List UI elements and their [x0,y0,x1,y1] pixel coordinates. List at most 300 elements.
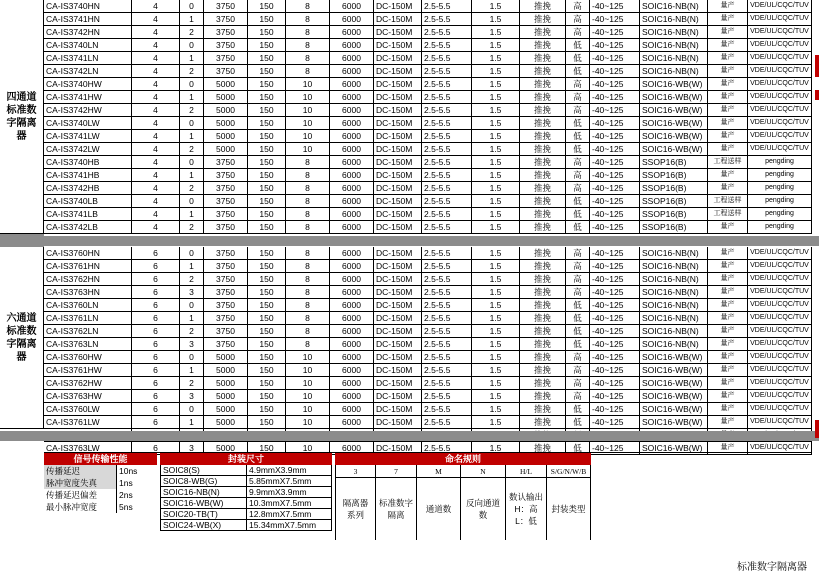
table-cell: 150 [248,377,286,390]
table-cell: VDE/UL/CQC/TUV [748,117,812,130]
table-cell: 4 [132,39,180,52]
table-cell: 8 [286,338,330,351]
table-cell: 6 [132,260,180,273]
table-cell: 150 [248,13,286,26]
table-cell: 推挽 [520,442,566,455]
table-cell: -40~125 [590,416,640,429]
table-row [0,286,812,299]
table-cell: 高 [566,0,590,13]
table-cell: 1.5 [472,325,520,338]
table-cell: 0 [180,117,204,130]
table-cell: 5000 [204,416,248,429]
table-cell: VDE/UL/CQC/TUV [748,312,812,325]
table-cell: 6000 [330,351,374,364]
table-cell: 6000 [330,312,374,325]
table-cell: DC-150M [374,91,422,104]
table-cell: 6 [132,247,180,260]
table-cell: DC-150M [374,65,422,78]
table-cell: 3 [180,338,204,351]
table-row [0,338,812,351]
table-row [0,377,812,390]
table-row [0,65,812,78]
table-cell: CA-IS3742HB [44,182,132,195]
table-cell: 高 [566,13,590,26]
table-cell: 150 [248,247,286,260]
table-cell: 4 [132,169,180,182]
table-cell: 2.5-5.5 [422,169,472,182]
table-cell: 2.5-5.5 [422,286,472,299]
table-cell: 量产 [708,169,748,182]
table-cell: 6000 [330,182,374,195]
table-cell: 1 [180,260,204,273]
table-cell: 3750 [204,299,248,312]
table-cell: 4 [132,13,180,26]
table-row [0,78,812,91]
table-cell: VDE/UL/CQC/TUV [748,299,812,312]
table-cell: 5000 [204,78,248,91]
table-cell: 低 [566,39,590,52]
table-cell: 5000 [204,390,248,403]
table-cell: 2.5-5.5 [422,143,472,156]
table-cell: SSOP16(B) [640,221,708,234]
table-cell: pengding [748,208,812,221]
table-cell: CA-IS3740HB [44,156,132,169]
table-cell: 150 [248,130,286,143]
table-cell: 150 [248,442,286,455]
table-cell: CA-IS3763HW [44,390,132,403]
table-cell: -40~125 [590,91,640,104]
table-cell: 低 [566,52,590,65]
table-cell: 推挽 [520,221,566,234]
table-cell: 1.5 [472,273,520,286]
naming-rule-header: 命名规则 [335,453,591,465]
table-cell: 150 [248,104,286,117]
table-cell: DC-150M [374,52,422,65]
table-cell: 6000 [330,377,374,390]
table-cell: CA-IS3761HW [44,364,132,377]
naming-meaning: 数认输出 H：高 L：低 [505,478,546,540]
naming-meaning: 反向通道数 [460,478,505,540]
table-cell: 3750 [204,195,248,208]
table-cell: 3750 [204,13,248,26]
table-cell: 量产 [708,260,748,273]
table-cell: 4 [132,117,180,130]
table-cell: 6000 [330,286,374,299]
table-cell: CA-IS3760LW [44,403,132,416]
table-cell: DC-150M [374,390,422,403]
table-cell: 3750 [204,169,248,182]
table-cell: DC-150M [374,39,422,52]
table-cell: CA-IS3763LW [44,442,132,455]
table-cell: 0 [180,0,204,13]
table-cell: 0 [180,78,204,91]
table-cell: DC-150M [374,260,422,273]
table-cell: 0 [180,39,204,52]
table-cell: -40~125 [590,39,640,52]
table-cell: 10 [286,442,330,455]
table-cell: 量产 [708,338,748,351]
table-row [0,143,812,156]
table-cell: 0 [180,299,204,312]
table-cell: 8 [286,52,330,65]
table-cell: 6 [132,312,180,325]
table-cell: 低 [566,416,590,429]
table-cell: 2.5-5.5 [422,39,472,52]
table-cell: DC-150M [374,442,422,455]
table-cell: 150 [248,390,286,403]
table-cell: 6000 [330,39,374,52]
table-cell: 10 [286,143,330,156]
table-cell: 0 [180,403,204,416]
table-cell: VDE/UL/CQC/TUV [748,143,812,156]
table-cell: -40~125 [590,156,640,169]
table-row [0,260,812,273]
table-cell: CA-IS3742LN [44,65,132,78]
table-cell: 2.5-5.5 [422,65,472,78]
signal-perf-value: 10ns [116,465,157,477]
table-cell: -40~125 [590,377,640,390]
naming-meaning: 标准数字隔离 [375,478,416,540]
table-cell: 量产 [708,117,748,130]
signal-perf-label: 传播延迟 [44,465,116,477]
table-cell: VDE/UL/CQC/TUV [748,104,812,117]
table-cell: 150 [248,39,286,52]
table-cell: DC-150M [374,208,422,221]
table-cell: CA-IS3762HW [44,377,132,390]
table-cell: 2 [180,273,204,286]
table-cell: 6 [132,338,180,351]
table-cell: 量产 [708,273,748,286]
table-cell: 2.5-5.5 [422,91,472,104]
table-cell: 5000 [204,143,248,156]
table-cell: 推挽 [520,299,566,312]
table-cell: CA-IS3740LB [44,195,132,208]
table-cell: -40~125 [590,182,640,195]
table-cell: 6000 [330,260,374,273]
table-cell: SOIC16-NB(N) [640,286,708,299]
table-cell: 量产 [708,130,748,143]
table-cell: 4 [132,104,180,117]
table-cell: VDE/UL/CQC/TUV [748,364,812,377]
table-cell: 工程送样 [708,208,748,221]
package-name: SOIC24-WB(X) [160,520,246,531]
table-cell: 低 [566,117,590,130]
table-cell: DC-150M [374,416,422,429]
table-cell: 低 [566,325,590,338]
table-cell: SOIC16-NB(N) [640,260,708,273]
table-cell: 3750 [204,208,248,221]
table-cell: 3750 [204,247,248,260]
table-cell: 150 [248,52,286,65]
table-cell: 4 [132,221,180,234]
table-cell: 3750 [204,221,248,234]
table-cell: CA-IS3760HN [44,247,132,260]
table-cell: CA-IS3742HN [44,26,132,39]
table-cell: 150 [248,156,286,169]
table-cell: 量产 [708,312,748,325]
table-cell: 2.5-5.5 [422,442,472,455]
table-cell: -40~125 [590,351,640,364]
table-cell: 量产 [708,299,748,312]
table-cell: 1.5 [472,169,520,182]
table-cell: CA-IS3741HB [44,169,132,182]
naming-meaning: 通道数 [416,478,460,540]
table-cell: 150 [248,78,286,91]
table-cell: DC-150M [374,143,422,156]
table-cell: 10 [286,78,330,91]
signal-perf-label: 脉冲宽度失真 [44,477,116,489]
table-cell: 10 [286,91,330,104]
table-cell: -40~125 [590,325,640,338]
table-cell: SOIC16-WB(W) [640,364,708,377]
naming-meaning: 隔离器系列 [335,478,375,540]
table-cell: 6000 [330,338,374,351]
table-cell: 1.5 [472,130,520,143]
table-cell: 量产 [708,403,748,416]
table-cell: 6000 [330,195,374,208]
signal-perf-header: 信号传输性能 [44,453,157,465]
table-cell: -40~125 [590,117,640,130]
table-cell: 1 [180,208,204,221]
table-row [0,364,812,377]
table-cell: 高 [566,26,590,39]
table-cell: 高 [566,169,590,182]
table-cell: 4 [132,91,180,104]
table-cell: 1.5 [472,403,520,416]
naming-code: M [416,465,460,478]
table-cell: 量产 [708,65,748,78]
table-cell: 150 [248,338,286,351]
table-cell: 1.5 [472,13,520,26]
table-cell: 6000 [330,208,374,221]
table-cell: DC-150M [374,403,422,416]
table-cell: 推挽 [520,195,566,208]
table-cell: 推挽 [520,39,566,52]
table-row [0,273,812,286]
table-cell: 2.5-5.5 [422,403,472,416]
table-cell: 3750 [204,26,248,39]
table-cell: 2.5-5.5 [422,104,472,117]
table-cell: 2.5-5.5 [422,26,472,39]
table-cell: 6000 [330,247,374,260]
table-cell: 5000 [204,364,248,377]
table-cell: 1.5 [472,247,520,260]
table-cell: 推挽 [520,182,566,195]
table-cell: 2.5-5.5 [422,377,472,390]
table-cell: pengding [748,195,812,208]
table-cell: 量产 [708,351,748,364]
table-cell: 2.5-5.5 [422,247,472,260]
table-cell: 高 [566,364,590,377]
naming-meaning: 封装类型 [546,478,591,540]
table-cell: 150 [248,403,286,416]
table-cell: -40~125 [590,78,640,91]
table-cell: SSOP16(B) [640,182,708,195]
table-cell: 5000 [204,442,248,455]
table-cell: 1.5 [472,91,520,104]
table-cell: VDE/UL/CQC/TUV [748,39,812,52]
table-cell: 6 [132,390,180,403]
table-cell: 推挽 [520,312,566,325]
naming-code: N [460,465,505,478]
table-cell: 低 [566,442,590,455]
table-cell: 6 [132,416,180,429]
table-cell: 8 [286,286,330,299]
table-cell: -40~125 [590,208,640,221]
table-cell: 6 [132,442,180,455]
table-cell: 150 [248,299,286,312]
table-cell: 2.5-5.5 [422,117,472,130]
table-cell: 1.5 [472,286,520,299]
table-cell: 2 [180,65,204,78]
table-cell: CA-IS3761LW [44,416,132,429]
table-cell: 量产 [708,247,748,260]
table-cell: 2.5-5.5 [422,364,472,377]
table-row [0,117,812,130]
table-cell: DC-150M [374,0,422,13]
table-cell: 2 [180,221,204,234]
separator-row-2 [0,431,819,441]
table-cell: 推挽 [520,351,566,364]
package-size: 9.9mmX3.9mm [246,487,332,498]
table-cell: 3750 [204,182,248,195]
table-cell: DC-150M [374,182,422,195]
table-cell: 2 [180,104,204,117]
table-cell: DC-150M [374,325,422,338]
table-cell: 低 [566,195,590,208]
table-cell: 150 [248,169,286,182]
table-cell: SOIC16-WB(W) [640,104,708,117]
table-cell: 1.5 [472,26,520,39]
table-cell: 2.5-5.5 [422,13,472,26]
table-cell: -40~125 [590,247,640,260]
table-row [0,39,812,52]
table-cell: 3750 [204,273,248,286]
table-cell: 低 [566,65,590,78]
table-cell: CA-IS3760LN [44,299,132,312]
table-cell: VDE/UL/CQC/TUV [748,26,812,39]
table-cell: 6 [132,299,180,312]
table-cell: 2 [180,143,204,156]
separator-row-1 [0,236,819,246]
table-cell: DC-150M [374,273,422,286]
table-cell: VDE/UL/CQC/TUV [748,273,812,286]
table-cell: 5000 [204,377,248,390]
table-cell: VDE/UL/CQC/TUV [748,52,812,65]
table-cell: 1 [180,364,204,377]
table-cell: -40~125 [590,299,640,312]
table-cell: 量产 [708,390,748,403]
table-cell: SOIC16-WB(W) [640,390,708,403]
table-cell: DC-150M [374,117,422,130]
table-cell: 6 [132,403,180,416]
table-cell: 6 [132,377,180,390]
table-cell: 高 [566,286,590,299]
table-cell: CA-IS3761HN [44,260,132,273]
table-cell: 低 [566,221,590,234]
table-cell: pengding [748,169,812,182]
table-cell: 4 [132,52,180,65]
table-cell: 推挽 [520,143,566,156]
table-cell: 150 [248,273,286,286]
table-row [0,104,812,117]
table-cell: 4 [132,26,180,39]
table-cell: VDE/UL/CQC/TUV [748,78,812,91]
table-row [0,169,812,182]
table-cell: 10 [286,403,330,416]
table-cell: DC-150M [374,26,422,39]
table-cell: 150 [248,351,286,364]
table-cell: pengding [748,221,812,234]
table-cell: -40~125 [590,390,640,403]
table-cell: 高 [566,377,590,390]
table-cell: SOIC16-WB(W) [640,91,708,104]
table-cell: -40~125 [590,13,640,26]
table-cell: VDE/UL/CQC/TUV [748,65,812,78]
table-cell: -40~125 [590,0,640,13]
table-cell: SOIC16-WB(W) [640,78,708,91]
table-cell: 推挽 [520,247,566,260]
table-cell: CA-IS3763HN [44,286,132,299]
table-cell: 推挽 [520,286,566,299]
table-cell: 3750 [204,260,248,273]
table-cell: 6000 [330,13,374,26]
table-cell: 10 [286,351,330,364]
table-cell: 6000 [330,91,374,104]
table-cell: 量产 [708,0,748,13]
table-cell: 2.5-5.5 [422,273,472,286]
table-cell: 4 [132,78,180,91]
table-cell: 5000 [204,117,248,130]
table-cell: -40~125 [590,169,640,182]
table-cell: 2.5-5.5 [422,260,472,273]
table-cell: VDE/UL/CQC/TUV [748,351,812,364]
package-name: SOIC20-TB(T) [160,509,246,520]
table-cell: 150 [248,195,286,208]
table-cell: 10 [286,117,330,130]
table-cell: DC-150M [374,78,422,91]
table-cell: 1.5 [472,78,520,91]
table-cell: 4 [132,208,180,221]
table-cell: 3 [180,442,204,455]
table-cell: 推挽 [520,78,566,91]
table-cell: 高 [566,104,590,117]
table-cell: 150 [248,221,286,234]
table-cell: 8 [286,0,330,13]
package-name: SOIC8(S) [160,465,246,476]
table-cell: 推挽 [520,260,566,273]
table-cell: 量产 [708,39,748,52]
table-cell: SOIC16-WB(W) [640,143,708,156]
table-cell: 2.5-5.5 [422,390,472,403]
table-cell: 8 [286,195,330,208]
group-label-four-channel: 四通道标准数字隔离器 [0,0,44,234]
table-cell: 量产 [708,377,748,390]
table-cell: 8 [286,273,330,286]
table-cell: 2 [180,325,204,338]
table-cell: 推挽 [520,52,566,65]
table-cell: CA-IS3742LW [44,143,132,156]
table-cell: SOIC16-NB(N) [640,299,708,312]
table-cell: 高 [566,351,590,364]
table-cell: 1.5 [472,416,520,429]
package-size: 15.34mmX7.5mm [246,520,332,531]
table-cell: -40~125 [590,403,640,416]
table-cell: 3750 [204,52,248,65]
table-cell: 1 [180,52,204,65]
table-cell: 2.5-5.5 [422,325,472,338]
table-cell: 6000 [330,143,374,156]
